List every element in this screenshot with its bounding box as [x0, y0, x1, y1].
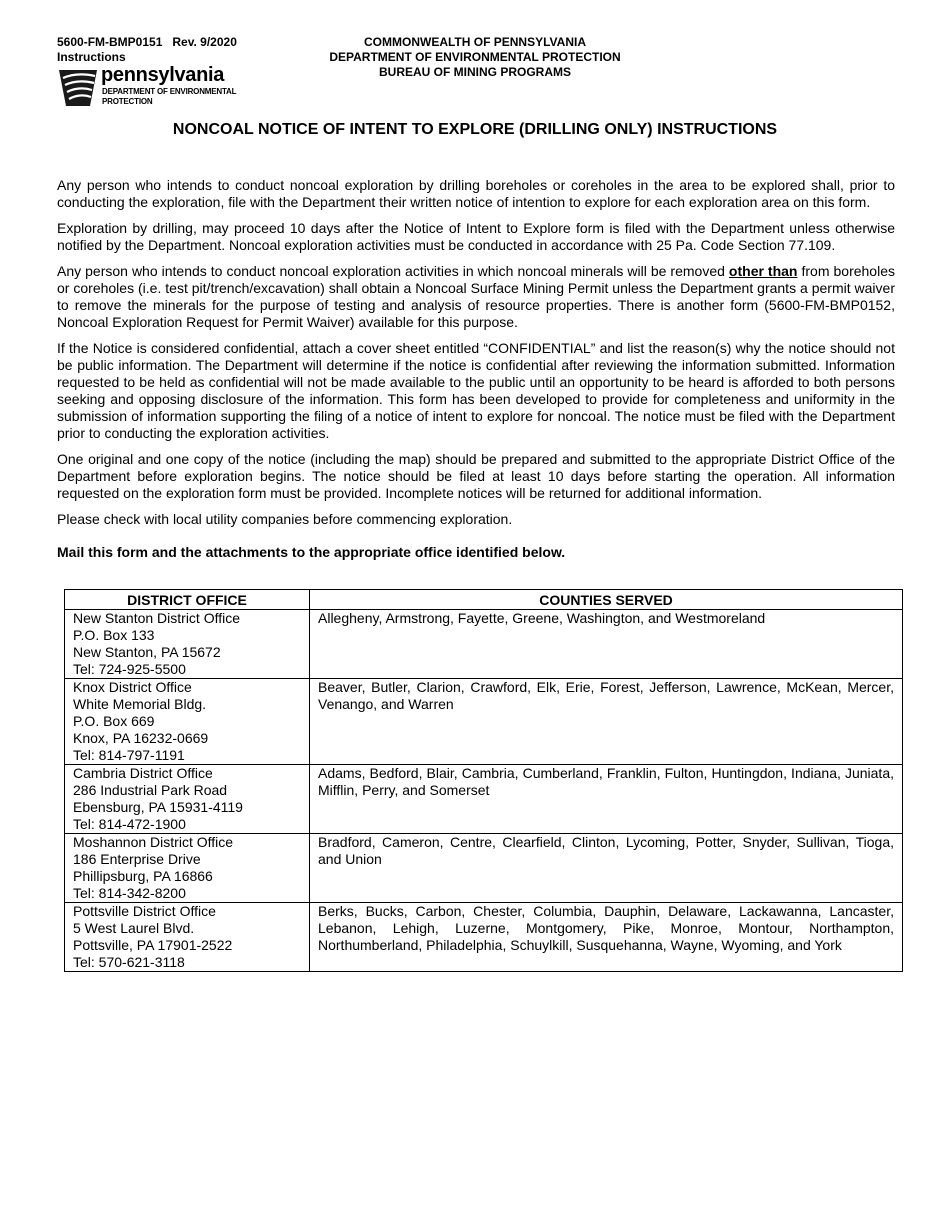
office-phone: Tel: 814-342-8200 [73, 885, 186, 901]
office-address-line: 186 Enterprise Drive [73, 851, 201, 867]
office-name: New Stanton District Office [73, 610, 241, 626]
office-address-line: 5 West Laurel Blvd. [73, 920, 195, 936]
form-identifier [57, 35, 237, 65]
office-address [65, 903, 310, 972]
keystone-logo-icon [57, 66, 99, 108]
office-name: Knox District Office [73, 679, 192, 695]
office-address-line: New Stanton, PA 15672 [73, 644, 221, 660]
paragraph-permit-text-2: from boreholes or coreholes (i.e. test pit/trench/excavation) shall obtain a Noncoal Surface Mining Permit unless the Department grants a permit waiver to remove the minerals for the purpose of testing and analysis of resource properties. There is another form (5600-FM-BMP0152, Noncoal Exploration Request for Permit Waiver) available for this purpose. [57, 263, 895, 330]
counties-served: Adams, Bedford, Blair, Cambria, Cumberland, Franklin, Fulton, Huntingdon, Indiana, Juniata, Mifflin, Perry, and Somerset [310, 765, 903, 834]
office-name: Pottsville District Office [73, 903, 216, 919]
mail-heading: Mail this form and the attachments to the appropriate office identified below. [57, 544, 566, 560]
logo-subtitle-line-1: DEPARTMENT OF ENVIRONMENTAL [102, 87, 237, 96]
office-address-line: P.O. Box 669 [73, 713, 155, 729]
column-header-district-office: DISTRICT OFFICE [65, 590, 310, 610]
paragraph-submission: One original and one copy of the notice (including the map) should be prepared and submitted to the appropriate District Office of the Department before exploration begins. The notice should be filed at least 10 days before starting the operation. All information requested on the exploration form must be provided. Incomplete notices will be returned for additional information. [57, 451, 895, 501]
office-address [65, 834, 310, 903]
agency-line-commonwealth: COMMONWEALTH OF PENNSYLVANIA [364, 35, 586, 49]
office-phone: Tel: 814-797-1191 [73, 747, 185, 763]
office-phone: Tel: 814-472-1900 [73, 816, 186, 832]
table-row [65, 679, 903, 765]
table-header-row [65, 590, 903, 610]
table-row [65, 610, 903, 679]
counties-served: Berks, Bucks, Carbon, Chester, Columbia, Dauphin, Delaware, Lackawanna, Lancaster, Lebanon, Lehigh, Luzerne, Montgomery, Pike, Monroe, Montour, Northampton, Northumberland, Philadelphia, Schuylkill, Susquehanna, Wayne, Wyoming, and York [310, 903, 903, 972]
document-type: Instructions [57, 50, 126, 64]
office-phone: Tel: 570-621-3118 [73, 954, 185, 970]
logo-subtitle [102, 87, 236, 107]
office-address [65, 765, 310, 834]
agency-heading [300, 35, 650, 80]
office-name: Moshannon District Office [73, 834, 234, 850]
column-header-counties-served: COUNTIES SERVED [310, 590, 903, 610]
office-address-line: Phillipsburg, PA 16866 [73, 868, 213, 884]
office-address-line: White Memorial Bldg. [73, 696, 207, 712]
office-name: Cambria District Office [73, 765, 213, 781]
paragraph-intent: Any person who intends to conduct noncoal exploration by drilling boreholes or coreholes in the area to be explored shall, prior to conducting the exploration, file with the Department their written notice of intention to explore for each exploration area on this form. [57, 177, 895, 210]
office-address-line: Knox, PA 16232-0669 [73, 730, 209, 746]
office-address-line: Ebensburg, PA 15931-4119 [73, 799, 243, 815]
logo-subtitle-line-2: PROTECTION [102, 97, 153, 106]
paragraph-permit-text-1: Any person who intends to conduct noncoal exploration activities in which noncoal minerals will be removed [57, 263, 729, 279]
logo-wordmark: pennsylvania [101, 64, 225, 86]
paragraph-timing: Exploration by drilling, may proceed 10 days after the Notice of Intent to Explore form is filed with the Department unless otherwise notified by the Department. Noncoal exploration activities must be conducted in accordance with 25 Pa. Code Section 77.109. [57, 220, 895, 253]
office-address-line: Pottsville, PA 17901-2522 [73, 937, 233, 953]
office-address [65, 679, 310, 765]
instructions-body [57, 177, 895, 569]
table-row [65, 765, 903, 834]
pa-dep-logo [57, 66, 257, 110]
agency-line-bureau: BUREAU OF MINING PROGRAMS [379, 65, 571, 79]
office-address-line: P.O. Box 133 [73, 627, 155, 643]
office-phone: Tel: 724-925-5500 [73, 661, 186, 677]
office-address-line: 286 Industrial Park Road [73, 782, 228, 798]
paragraph-utilities: Please check with local utility companies before commencing exploration. [57, 511, 513, 527]
agency-line-department: DEPARTMENT OF ENVIRONMENTAL PROTECTION [329, 50, 621, 64]
form-number: 5600-FM-BMP0151 [57, 35, 163, 49]
counties-served: Beaver, Butler, Clarion, Crawford, Elk, Erie, Forest, Jefferson, Lawrence, McKean, Mercer, Venango, and Warren [310, 679, 903, 765]
form-revision: Rev. 9/2020 [172, 35, 237, 49]
office-address [65, 610, 310, 679]
table-row [65, 903, 903, 972]
district-office-table [64, 589, 903, 972]
paragraph-confidential: If the Notice is considered confidential, attach a cover sheet entitled “CONFIDENTIAL” and list the reason(s) why the notice should not be public information. The Department will determine if the notice is confidential after reviewing the information submitted. Information requested to be held as confidential will not be made available to the public until an opportunity to be heard is afforded to both persons seeking and opposing disclosure of the information. This form has been developed to provide for completeness and uniformity in the submission of information supporting the filing of a notice of intent to explore for noncoal. The notice must be filed with the Department prior to conducting the exploration activities. [57, 340, 895, 441]
paragraph-permit [57, 263, 895, 331]
page-title: NONCOAL NOTICE OF INTENT TO EXPLORE (DRILLING ONLY) INSTRUCTIONS [172, 121, 778, 138]
paragraph-permit-emphasis: other than [728, 263, 798, 279]
counties-served: Bradford, Cameron, Centre, Clearfield, Clinton, Lycoming, Potter, Snyder, Sullivan, Tioga, and Union [310, 834, 903, 903]
table-row [65, 834, 903, 903]
counties-served: Allegheny, Armstrong, Fayette, Greene, Washington, and Westmoreland [310, 610, 903, 679]
